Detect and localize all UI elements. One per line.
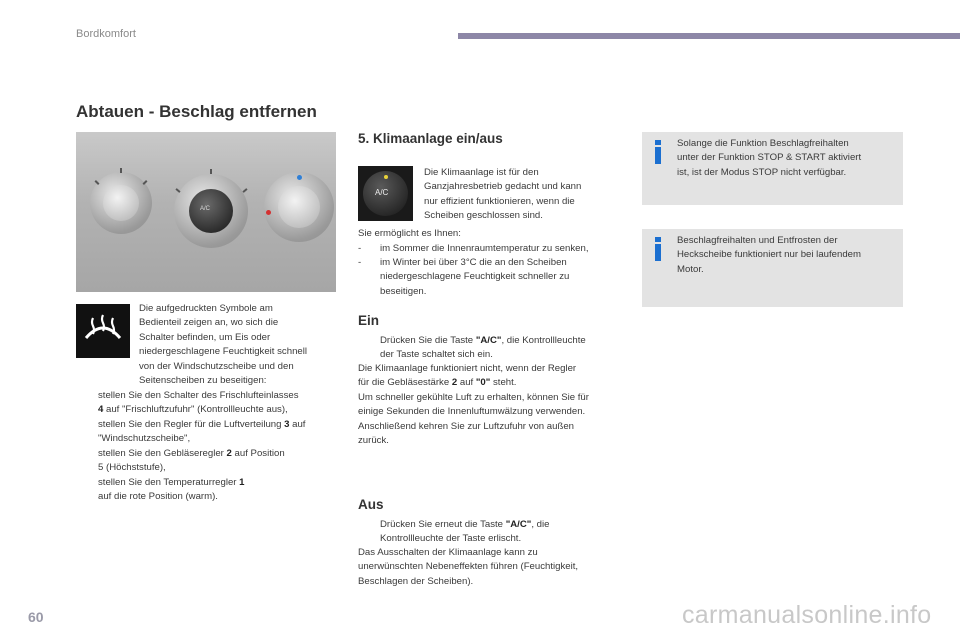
aus-heading: Aus bbox=[358, 497, 384, 512]
page-number: 60 bbox=[28, 609, 44, 625]
ac-button-icon bbox=[358, 166, 413, 221]
ac-knob bbox=[189, 189, 233, 233]
info-icon bbox=[654, 140, 662, 164]
left-intro: Die aufgedruckten Symbole am Bedienteil zeigen an, wo sich die Schalter befinden, um Eis oder niedergeschlagene Feuchtigkeit schnell von der Windschutzscheibe und den Seitenscheiben zu beseitigen: bbox=[139, 303, 307, 387]
red-indicator bbox=[266, 210, 271, 215]
windshield-defrost-icon bbox=[76, 304, 130, 358]
ein-heading: Ein bbox=[358, 313, 380, 328]
aus-note: Das Ausschalten der Klimaanlage kann zu unerwünschten Nebeneffekten führen (Feuchtigkeit, Beschlagen der Scheiben). bbox=[358, 547, 579, 587]
info-icon bbox=[654, 237, 662, 261]
panel-ac-label: A/C bbox=[200, 206, 211, 212]
ein-note: Die Klimaanlage funktioniert nicht, wenn der Regler für die Gebläsestärke 2 auf "0" steht. Um schneller gekühlte Luft zu erhalten, können Sie für einige Sekunden die Innenluftumwälzung verwenden. Anschließend kehren Sie zur Luftzufuhr von außen zurück. bbox=[358, 363, 589, 447]
ac-indicator-light bbox=[384, 175, 388, 179]
ac-icon-label: A/C bbox=[375, 188, 389, 197]
knob-tick bbox=[120, 168, 122, 173]
ac-intro: Die Klimaanlage ist für den Ganzjahresbetrieb gedacht und kann nur effizient funktionieren, wenn die Scheiben geschlossen sind. bbox=[424, 167, 582, 222]
recirculation-knob bbox=[103, 185, 139, 221]
knob-tick bbox=[242, 188, 247, 193]
watermark: carmanualsonline.info bbox=[682, 601, 932, 629]
distribution-knob bbox=[278, 186, 320, 228]
page-title: Abtauen - Beschlag entfernen bbox=[76, 102, 317, 121]
ac-heading: 5. Klimaanlage ein/aus bbox=[358, 131, 503, 146]
info-box-rear-defrost: Beschlagfreihalten und Entfrosten der Heckscheibe funktioniert nur bei laufendem Motor. bbox=[642, 229, 903, 307]
climate-panel-photo bbox=[76, 132, 336, 292]
ac-enables: Sie ermöglicht es Ihnen: bbox=[358, 228, 461, 239]
blue-indicator bbox=[297, 175, 302, 180]
knob-tick bbox=[210, 169, 212, 174]
header-bar bbox=[458, 33, 960, 39]
section-label: Bordkomfort bbox=[76, 28, 136, 40]
info-box-stop-start: Solange die Funktion Beschlagfreihalten unter der Funktion STOP & START aktiviert ist, ist der Modus STOP nicht verfügbar. bbox=[642, 132, 903, 205]
